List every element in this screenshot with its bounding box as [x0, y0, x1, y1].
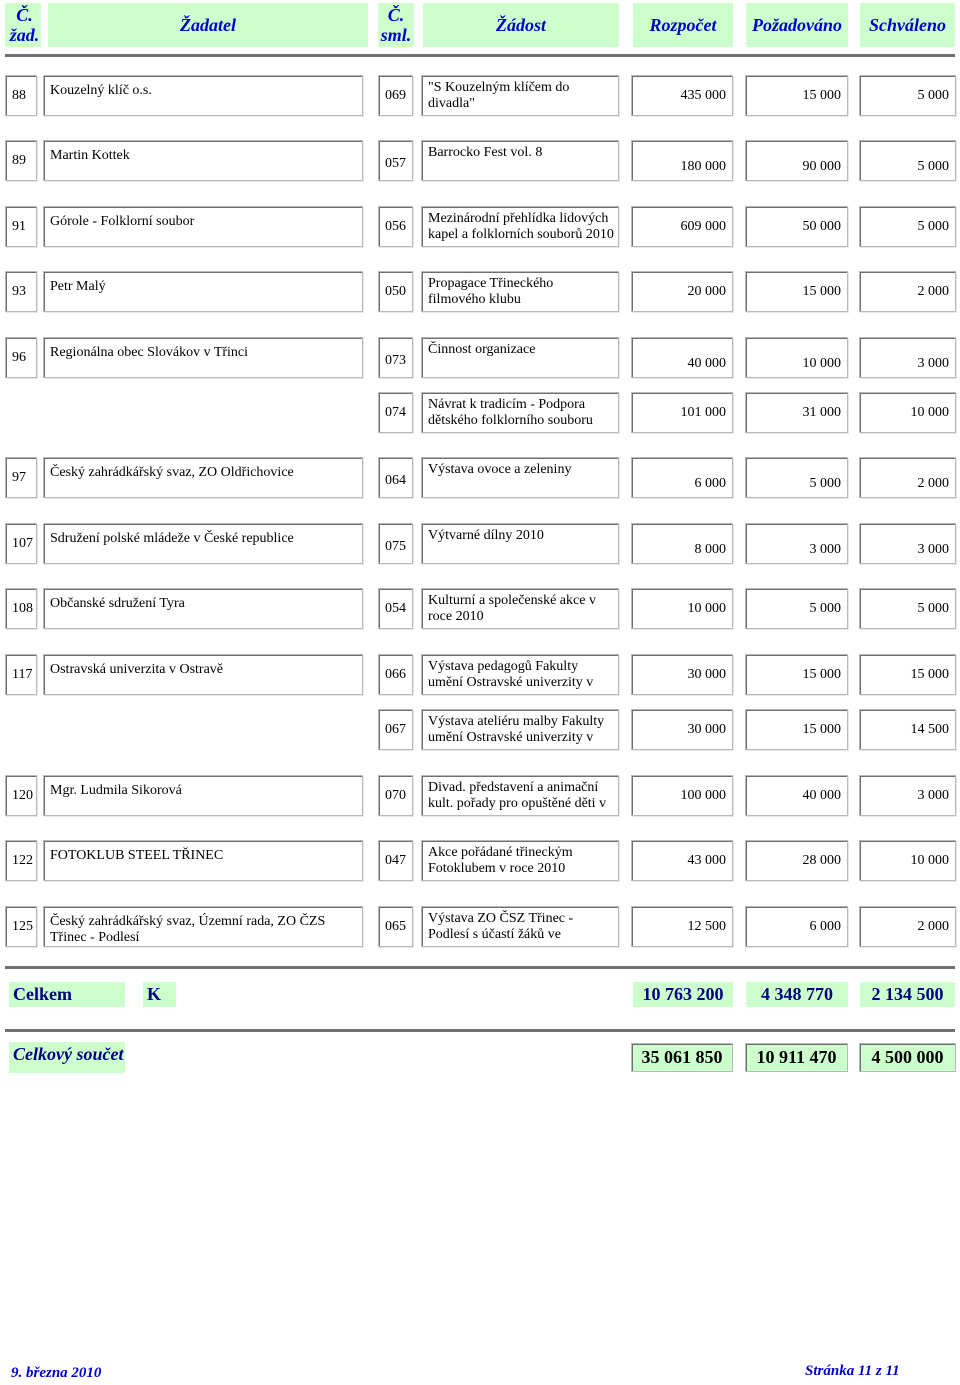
row-approved: 2 000 [859, 271, 956, 312]
row-requested: 90 000 [745, 140, 848, 181]
row-approved: 5 000 [859, 588, 956, 629]
section-total-requested: 4 348 770 [746, 982, 848, 1007]
row-applicant: Regionálna obec Slovákov v Třinci [43, 337, 363, 378]
total-divider-top [5, 966, 955, 969]
row-title: Výtvarné dílny 2010 [421, 523, 619, 564]
row-budget: 43 000 [631, 840, 733, 881]
row-budget: 100 000 [631, 775, 733, 816]
row-approved: 3 000 [859, 337, 956, 378]
row-code: 067 [378, 709, 413, 750]
row-no: 97 [5, 457, 37, 498]
row-applicant: Mgr. Ludmila Sikorová [43, 775, 363, 816]
row-title: "S Kouzelným klíčem do divadla" [421, 75, 619, 116]
row-title: Výstava ateliéru malby Fakulty umění Ostravské univerzity v [421, 709, 619, 750]
row-title: Činnost organizace [421, 337, 619, 378]
row-approved: 10 000 [859, 840, 956, 881]
row-code: 056 [378, 206, 413, 247]
row-requested: 15 000 [745, 75, 848, 116]
row-approved: 15 000 [859, 654, 956, 695]
row-no: 91 [5, 206, 37, 247]
header-col-requested: Požadováno [746, 3, 848, 47]
header-divider [5, 54, 955, 57]
row-requested: 31 000 [745, 392, 848, 433]
row-no: 93 [5, 271, 37, 312]
row-requested: 15 000 [745, 709, 848, 750]
row-no: 108 [5, 588, 37, 629]
row-requested: 5 000 [745, 457, 848, 498]
row-approved: 2 000 [859, 457, 956, 498]
row-code: 047 [378, 840, 413, 881]
row-approved: 3 000 [859, 523, 956, 564]
row-requested: 6 000 [745, 906, 848, 947]
header-col-request: Žádost [423, 3, 619, 47]
row-applicant: Kouzelný klíč o.s. [43, 75, 363, 116]
row-no: 89 [5, 140, 37, 181]
row-title: Kulturní a společenské akce v roce 2010 [421, 588, 619, 629]
row-code: 069 [378, 75, 413, 116]
row-title: Barrocko Fest vol. 8 [421, 140, 619, 181]
row-budget: 12 500 [631, 906, 733, 947]
row-title: Divad. představení a animační kult. pořady pro opuštěné děti v [421, 775, 619, 816]
row-no: 96 [5, 337, 37, 378]
row-applicant: Občanské sdružení Tyra [43, 588, 363, 629]
row-budget: 101 000 [631, 392, 733, 433]
row-title: Mezinárodní přehlídka lidových kapel a folklorních souborů 2010 [421, 206, 619, 247]
row-budget: 609 000 [631, 206, 733, 247]
row-applicant: FOTOKLUB STEEL TŘINEC [43, 840, 363, 881]
header-col-no: Č. žad. [5, 3, 41, 47]
total-divider-bottom [5, 1029, 955, 1032]
row-budget: 10 000 [631, 588, 733, 629]
section-total-section: K [143, 982, 176, 1007]
row-no: 88 [5, 75, 37, 116]
row-requested: 10 000 [745, 337, 848, 378]
row-code: 066 [378, 654, 413, 695]
row-approved: 14 500 [859, 709, 956, 750]
section-total-budget: 10 763 200 [633, 982, 733, 1007]
row-code: 075 [378, 523, 413, 564]
row-requested: 28 000 [745, 840, 848, 881]
row-applicant: Górole - Folklorní soubor [43, 206, 363, 247]
row-applicant: Český zahrádkářský svaz, ZO Oldřichovice [43, 457, 363, 498]
row-budget: 40 000 [631, 337, 733, 378]
grand-total-approved: 4 500 000 [859, 1043, 956, 1072]
grand-total-label: Celkový součet [9, 1042, 125, 1073]
row-applicant: Český zahrádkářský svaz, Územní rada, ZO ČZS Třinec - Podlesí [43, 906, 363, 947]
row-approved: 5 000 [859, 140, 956, 181]
header-col-budget: Rozpočet [633, 3, 733, 47]
grand-total-requested: 10 911 470 [745, 1043, 848, 1072]
header-col-approved: Schváleno [860, 3, 955, 47]
row-no: 107 [5, 523, 37, 564]
row-applicant: Sdružení polské mládeže v České republice [43, 523, 363, 564]
row-applicant: Martin Kottek [43, 140, 363, 181]
row-applicant: Ostravská univerzita v Ostravě [43, 654, 363, 695]
row-budget: 30 000 [631, 654, 733, 695]
row-title: Výstava pedagogů Fakulty umění Ostravské univerzity v [421, 654, 619, 695]
row-title: Návrat k tradicím - Podpora dětského folklorního souboru [421, 392, 619, 433]
section-total-approved: 2 134 500 [860, 982, 955, 1007]
footer-date: 9. března 2010 [11, 1365, 102, 1381]
row-code: 050 [378, 271, 413, 312]
row-code: 065 [378, 906, 413, 947]
row-code: 054 [378, 588, 413, 629]
row-no: 125 [5, 906, 37, 947]
row-code: 074 [378, 392, 413, 433]
row-no: 117 [5, 654, 37, 695]
row-title: Výstava ZO ČSZ Třinec - Podlesí s účastí žáků ve [421, 906, 619, 947]
row-requested: 15 000 [745, 654, 848, 695]
row-requested: 3 000 [745, 523, 848, 564]
row-budget: 6 000 [631, 457, 733, 498]
row-approved: 5 000 [859, 206, 956, 247]
row-no: 120 [5, 775, 37, 816]
row-requested: 15 000 [745, 271, 848, 312]
row-budget: 8 000 [631, 523, 733, 564]
row-code: 057 [378, 140, 413, 181]
row-no: 122 [5, 840, 37, 881]
row-budget: 435 000 [631, 75, 733, 116]
footer-page: Stránka 11 z 11 [805, 1363, 900, 1379]
section-total-label: Celkem [9, 982, 125, 1007]
row-requested: 40 000 [745, 775, 848, 816]
row-requested: 50 000 [745, 206, 848, 247]
row-requested: 5 000 [745, 588, 848, 629]
row-code: 070 [378, 775, 413, 816]
row-title: Akce pořádané třineckým Fotoklubem v roce 2010 [421, 840, 619, 881]
row-title: Výstava ovoce a zeleniny [421, 457, 619, 498]
row-approved: 2 000 [859, 906, 956, 947]
row-approved: 3 000 [859, 775, 956, 816]
header-col-applicant: Žadatel [48, 3, 368, 47]
grand-total-budget: 35 061 850 [631, 1043, 733, 1072]
row-budget: 180 000 [631, 140, 733, 181]
row-budget: 30 000 [631, 709, 733, 750]
row-code: 073 [378, 337, 413, 378]
row-approved: 5 000 [859, 75, 956, 116]
row-applicant: Petr Malý [43, 271, 363, 312]
row-budget: 20 000 [631, 271, 733, 312]
row-approved: 10 000 [859, 392, 956, 433]
header-col-contract: Č. sml. [378, 3, 414, 47]
row-code: 064 [378, 457, 413, 498]
row-title: Propagace Třineckého filmového klubu [421, 271, 619, 312]
